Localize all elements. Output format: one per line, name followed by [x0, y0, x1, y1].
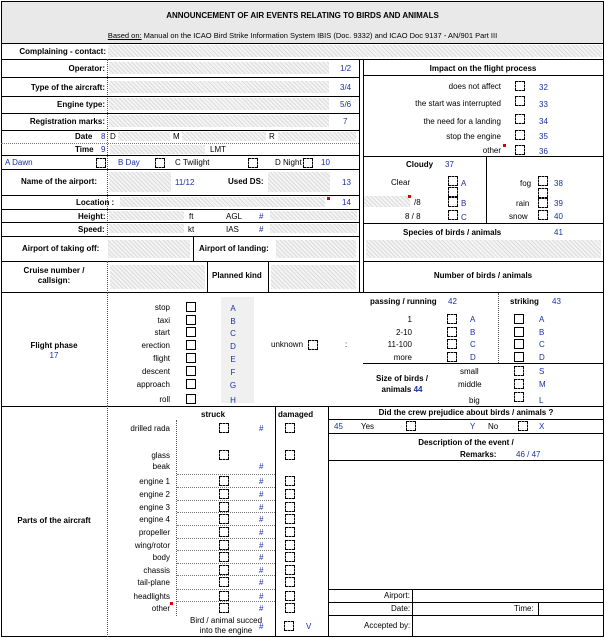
height-hash: #	[259, 212, 264, 221]
part-damaged-checkbox[interactable]	[285, 552, 295, 562]
date-day-field[interactable]	[118, 132, 170, 141]
time-label: Time	[75, 145, 94, 154]
crew-y: Y	[470, 422, 476, 431]
day-day-label: B Day	[118, 158, 140, 167]
size-small-letter: S	[539, 367, 545, 376]
part-label: body	[152, 553, 170, 562]
day-code: 10	[321, 158, 330, 167]
phase-checkbox[interactable]	[186, 327, 196, 337]
day-twilight-checkbox[interactable]	[248, 158, 258, 168]
footer-airport-label: Airport:	[384, 591, 410, 600]
speed-unit: kt	[188, 225, 195, 234]
phase-letter: F	[230, 368, 236, 377]
size-small-checkbox[interactable]	[514, 366, 524, 376]
partial-checkbox-top[interactable]	[448, 187, 458, 197]
phase-letter: E	[230, 355, 236, 364]
part-damaged-checkbox[interactable]	[285, 489, 295, 499]
clear-letter: A	[461, 179, 467, 188]
takeoff-field[interactable]	[108, 240, 190, 258]
remarks-code: 46 / 47	[516, 450, 541, 459]
snow-checkbox[interactable]	[538, 210, 548, 220]
speed-label: Speed:	[78, 225, 105, 234]
speed-extra-field[interactable]	[270, 224, 357, 233]
part-struck-checkbox[interactable]	[219, 540, 229, 550]
part-damaged-checkbox[interactable]	[285, 565, 295, 575]
striking-letter: D	[539, 353, 545, 362]
eighth-label: /8	[414, 198, 421, 207]
impact-label-3: stop the engine	[446, 132, 501, 141]
part-damaged-checkbox[interactable]	[285, 514, 295, 524]
striking-letter: B	[539, 328, 545, 337]
succed-hash: #	[259, 622, 264, 631]
passing-letter: B	[470, 328, 476, 337]
cruise-field[interactable]	[110, 265, 205, 289]
part-label: wing/rotor	[134, 541, 170, 550]
phase-checkbox[interactable]	[186, 340, 196, 350]
impact-code-0: 32	[539, 83, 548, 92]
part-hash: #	[259, 515, 264, 524]
engine-type-label: Engine type:	[56, 100, 105, 109]
speed-hash: #	[259, 225, 264, 234]
phase-label: flight	[153, 354, 170, 363]
impact-code-3: 35	[539, 132, 548, 141]
impact-code-4: 36	[539, 147, 548, 156]
struck-header: struck	[201, 410, 226, 419]
aircraft-type-code: 3/4	[340, 83, 352, 92]
number-row-label: 2-10	[395, 328, 412, 337]
phase-label: roll	[159, 395, 170, 404]
form-title: ANNOUNCEMENT OF AIR EVENTS RELATING TO BIRDS AND ANIMALS	[166, 11, 439, 20]
striking-letter: A	[539, 315, 545, 324]
part-hash: #	[259, 528, 264, 537]
part-damaged-checkbox[interactable]	[285, 527, 295, 537]
landing-label: Airport of landing:	[199, 244, 269, 253]
unknown-label: unknown	[271, 340, 304, 349]
phase-letter: A	[230, 304, 236, 313]
part-struck-checkbox[interactable]	[219, 502, 229, 512]
succed-v: V	[306, 622, 312, 631]
remarks-label: Remarks:	[460, 450, 497, 459]
footer-accepted-label: Accepted by:	[364, 621, 411, 630]
size-middle-letter: M	[539, 380, 546, 389]
size-title-line2	[366, 385, 438, 395]
part-damaged-checkbox[interactable]	[285, 502, 295, 512]
size-big-checkbox[interactable]	[514, 392, 524, 402]
size-middle-checkbox[interactable]	[514, 379, 524, 389]
used-ds-code: 13	[342, 178, 351, 187]
operator-field[interactable]	[109, 62, 329, 74]
rain-label: rain	[516, 199, 530, 208]
other-marker	[170, 602, 173, 605]
phase-label: taxi	[157, 316, 170, 325]
phase-label: descent	[141, 367, 170, 376]
speed-field[interactable]	[109, 224, 184, 233]
impact-title: Impact on the flight process	[429, 64, 537, 73]
part-damaged-checkbox[interactable]	[285, 423, 295, 433]
engine-type-field[interactable]	[109, 98, 329, 110]
part-struck-checkbox[interactable]	[219, 565, 229, 575]
full-label: 8 / 8	[405, 212, 421, 221]
day-dawn-checkbox[interactable]	[96, 158, 106, 168]
striking-code: 43	[552, 297, 561, 306]
based-on-text: Manual on the ICAO Bird Strike Information System IBIS (Doc. 9332) and ICAO Doc 9137 - AN/901 Part III	[141, 31, 498, 40]
impact-label-4: other	[482, 146, 501, 155]
size-small-label: small	[460, 367, 479, 376]
passing-checkbox[interactable]	[447, 339, 457, 349]
part-struck-checkbox[interactable]	[219, 603, 229, 613]
impact-checkbox-3[interactable]	[515, 130, 525, 140]
height-field[interactable]	[109, 211, 184, 220]
day-day-checkbox[interactable]	[155, 158, 165, 168]
description-title: Description of the event /	[418, 438, 514, 447]
size-code: 44	[413, 385, 423, 394]
part-hash: #	[259, 604, 264, 613]
part-hash: #	[259, 541, 264, 550]
phase-checkbox[interactable]	[186, 379, 196, 389]
fog-code: 38	[554, 179, 563, 188]
impact-checkbox-0[interactable]	[515, 81, 525, 91]
rain-code: 39	[554, 199, 563, 208]
date-label: Date	[75, 132, 93, 141]
passing-checkbox[interactable]	[447, 327, 457, 337]
crew-x: X	[539, 422, 545, 431]
crew-code: 45	[334, 422, 343, 431]
part-damaged-checkbox[interactable]	[285, 577, 295, 587]
registration-field[interactable]	[109, 115, 329, 127]
time-field[interactable]	[110, 145, 205, 154]
impact-checkbox-2[interactable]	[515, 114, 525, 124]
part-hash: #	[259, 553, 264, 562]
striking-letter: C	[539, 340, 545, 349]
striking-checkbox[interactable]	[514, 352, 524, 362]
impact-code-2: 34	[539, 117, 548, 126]
part-hash: #	[259, 477, 264, 486]
registration-label: Registration marks:	[29, 117, 105, 126]
crew-title: Did the crew prejudice about birds / animals ?	[378, 408, 554, 417]
height-extra-field[interactable]	[270, 211, 357, 220]
date-day: D	[110, 132, 116, 141]
impact-code-1: 33	[539, 100, 548, 109]
impact-label-0: does not affect	[448, 82, 501, 91]
crew-no-label: No	[488, 422, 499, 431]
part-damaged-checkbox[interactable]	[285, 540, 295, 550]
striking-label: striking	[510, 297, 539, 306]
registration-code: 7	[343, 117, 348, 126]
day-twilight-label: C Twilight	[175, 158, 210, 167]
date-month-field[interactable]	[182, 132, 266, 141]
crew-yes-label: Yes	[361, 422, 375, 431]
part-struck-checkbox[interactable]	[219, 591, 229, 601]
lmt-label: LMT	[210, 145, 226, 154]
aircraft-type-label: Type of the aircraft:	[30, 83, 105, 92]
part-label: propeller	[138, 528, 170, 537]
number-row-label: more	[393, 353, 412, 362]
part-hash: #	[259, 424, 264, 433]
phase-label: start	[154, 328, 170, 337]
part-hash: #	[259, 503, 264, 512]
rain-checkbox[interactable]	[538, 198, 548, 208]
cruise-label-1: Cruise number /	[23, 266, 85, 275]
succed-label-2: into the engine	[199, 626, 253, 635]
part-struck-checkbox[interactable]	[219, 552, 229, 562]
used-ds-label: Used DS:	[228, 177, 264, 186]
striking-checkbox[interactable]	[514, 327, 524, 337]
passing-letter: C	[470, 340, 476, 349]
height-unit: ft	[189, 212, 194, 221]
part-hash: #	[259, 592, 264, 601]
complaining-label: Complaining - contact:	[19, 47, 106, 56]
part-label: chassis	[143, 566, 170, 575]
part-damaged-checkbox[interactable]	[285, 476, 295, 486]
part-struck-checkbox[interactable]	[219, 514, 229, 524]
location-label: Location :	[76, 198, 115, 207]
phase-label: erection	[141, 341, 170, 350]
part-label: drilled rada	[130, 424, 170, 433]
passing-checkbox[interactable]	[447, 352, 457, 362]
size-title-1: Size of birds /	[375, 374, 428, 383]
used-ds-field[interactable]	[268, 172, 330, 192]
operator-label: Operator:	[68, 64, 105, 73]
flight-phase-code: 17	[49, 351, 59, 360]
part-struck-checkbox[interactable]	[219, 423, 229, 433]
parts-title: Parts of the aircraft	[17, 516, 91, 525]
species-title: Species of birds / animals	[403, 228, 502, 237]
engine-type-code: 5/6	[340, 100, 352, 109]
part-hash: #	[259, 566, 264, 575]
description-field[interactable]	[331, 462, 601, 588]
c-letter: C	[461, 213, 467, 222]
cruise-label-2: callsign:	[37, 276, 71, 285]
part-hash: #	[259, 578, 264, 587]
partial-checkbox[interactable]	[448, 197, 458, 207]
passing-checkbox[interactable]	[447, 314, 457, 324]
full-checkbox[interactable]	[448, 210, 458, 220]
damaged-header: damaged	[278, 410, 314, 419]
phase-checkbox[interactable]	[186, 394, 196, 404]
day-night-label: D Night	[275, 158, 302, 167]
part-label: beak	[152, 462, 170, 471]
part-label: engine 1	[139, 477, 170, 486]
size-middle-label: middle	[458, 380, 482, 389]
planned-label: Planned kind	[212, 271, 262, 280]
height-agl: AGL	[226, 212, 243, 221]
size-big-letter: L	[539, 396, 544, 405]
impact-label-1: the start was interrupted	[415, 99, 501, 108]
rain-checkbox-top[interactable]	[538, 188, 548, 198]
part-hash: #	[259, 490, 264, 499]
number-row-label: 1	[407, 315, 412, 324]
date-year: R	[269, 132, 275, 141]
number-row-label: 11-100	[387, 340, 412, 349]
size-title-2: animals	[381, 385, 412, 394]
part-struck-checkbox[interactable]	[219, 489, 229, 499]
part-struck-checkbox[interactable]	[219, 527, 229, 537]
date-month: M	[173, 132, 180, 141]
striking-checkbox[interactable]	[514, 314, 524, 324]
phase-checkbox[interactable]	[186, 366, 196, 376]
operator-code: 1/2	[340, 64, 352, 73]
cloudy-label: Cloudy	[406, 160, 434, 169]
fog-checkbox[interactable]	[538, 176, 548, 186]
footer-time-label: Time:	[514, 604, 534, 613]
phase-letter: H	[230, 396, 236, 405]
location-code: 14	[342, 198, 351, 207]
part-hash: #	[259, 462, 264, 471]
passing-label: passing / running	[370, 297, 437, 306]
species-field[interactable]	[366, 240, 601, 258]
clear-checkbox[interactable]	[448, 176, 458, 186]
part-label: engine 2	[139, 490, 170, 499]
species-code: 41	[554, 228, 563, 237]
date-year-field[interactable]	[278, 132, 356, 141]
clear-label: Clear	[391, 178, 411, 187]
complaining-field[interactable]	[108, 45, 602, 57]
fog-label: fog	[520, 179, 532, 188]
airport-name-field[interactable]	[109, 172, 171, 192]
airport-name-label: Name of the airport:	[21, 177, 98, 186]
part-damaged-checkbox[interactable]	[285, 450, 295, 460]
day-night-checkbox[interactable]	[303, 158, 313, 168]
speed-ias: IAS	[226, 225, 239, 234]
height-label: Height:	[78, 212, 106, 221]
passing-letter: D	[470, 353, 476, 362]
phase-checkbox[interactable]	[186, 315, 196, 325]
time-code: 9	[101, 145, 106, 154]
phase-checkbox[interactable]	[186, 353, 196, 363]
phase-letter: B	[230, 317, 236, 326]
based-on-label: Based on:	[107, 31, 142, 40]
flight-phase-label: Flight phase	[30, 341, 78, 350]
b-letter: B	[461, 199, 467, 208]
footer-date-label: Date:	[391, 604, 411, 613]
eighth-field[interactable]	[364, 196, 410, 207]
part-struck-checkbox[interactable]	[219, 450, 229, 460]
part-damaged-checkbox[interactable]	[285, 603, 295, 613]
striking-checkbox[interactable]	[514, 339, 524, 349]
crew-no-checkbox[interactable]	[518, 421, 528, 431]
part-damaged-checkbox[interactable]	[285, 591, 295, 601]
day-dawn-label: A Dawn	[5, 158, 33, 167]
part-label: other	[151, 604, 170, 613]
airport-code: 11/12	[175, 178, 195, 187]
succed-checkbox[interactable]	[284, 621, 294, 631]
part-struck-checkbox[interactable]	[219, 476, 229, 486]
part-label: engine 4	[139, 515, 170, 524]
phase-letter: D	[230, 342, 236, 351]
phase-label: stop	[154, 303, 170, 312]
crew-yes-checkbox[interactable]	[406, 421, 416, 431]
phase-letter: C	[230, 329, 236, 338]
planned-field[interactable]	[271, 265, 356, 289]
location-field[interactable]	[120, 197, 325, 207]
passing-code: 42	[448, 297, 457, 306]
date-code: 8	[101, 132, 106, 141]
unknown-checkbox[interactable]	[308, 340, 318, 350]
unknown-colon: :	[345, 340, 348, 349]
impact-label-2: the need for a landing	[423, 117, 501, 126]
number-title: Number of birds / animals	[433, 271, 533, 280]
passing-letter: A	[470, 315, 476, 324]
succed-label-1: Bird / animal succed	[189, 616, 263, 625]
part-label: glass	[151, 451, 170, 460]
impact-checkbox-1[interactable]	[515, 96, 525, 106]
part-label: headlights	[133, 592, 170, 601]
phase-letter: G	[229, 381, 237, 390]
size-big-label: big	[469, 396, 480, 405]
landing-field[interactable]	[276, 240, 356, 258]
phase-label: approach	[136, 380, 170, 389]
part-struck-checkbox[interactable]	[219, 577, 229, 587]
part-label: engine 3	[139, 503, 170, 512]
snow-code: 40	[554, 212, 563, 221]
phase-checkbox[interactable]	[186, 302, 196, 312]
snow-label: snow	[509, 212, 528, 221]
based-on-line	[2, 31, 603, 41]
takeoff-label: Airport of taking off:	[22, 244, 100, 253]
part-label: tail-plane	[137, 578, 170, 587]
aircraft-type-field[interactable]	[109, 81, 329, 93]
cloudy-code: 37	[445, 160, 454, 169]
impact-checkbox-4[interactable]	[515, 145, 525, 155]
